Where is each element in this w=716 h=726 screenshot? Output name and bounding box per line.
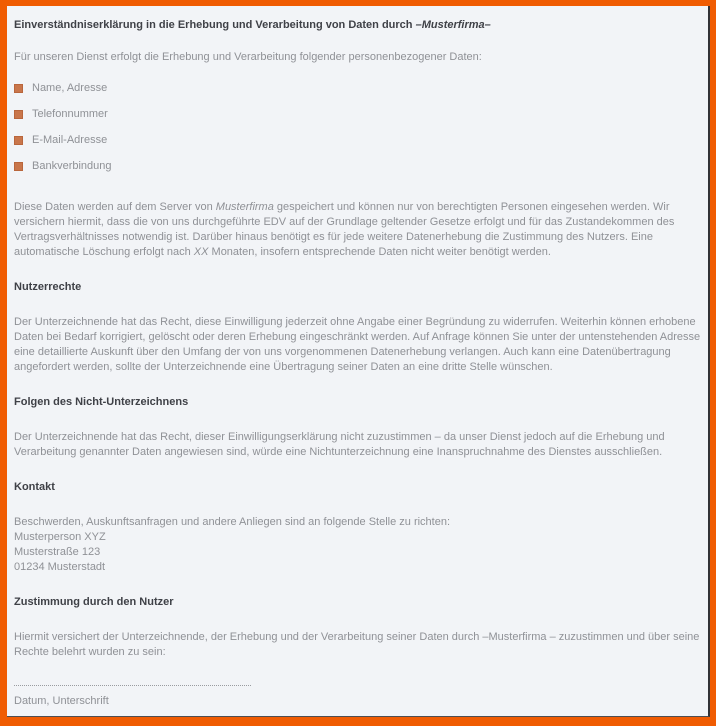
section-heading-kontakt: Kontakt bbox=[14, 481, 55, 493]
list-item-label: E-Mail-Adresse bbox=[32, 134, 108, 146]
list-item bbox=[14, 107, 702, 122]
contact-address-line: Musterstraße 123 bbox=[14, 546, 101, 558]
bullet-square-icon bbox=[14, 136, 23, 145]
list-item-label: Bankverbindung bbox=[32, 160, 112, 172]
document-title-text: Einverständniserklärung in die Erhebung und Verarbeitung von Daten durch bbox=[14, 19, 416, 31]
signature-line bbox=[14, 680, 251, 686]
storage-paragraph-text: gespeichert und können nur von berechtigten Personen eingesehen werden. Wir versichern hiermit, dass die von uns durchgeführte EDV auf der Grundlage geltender Gesetze erfolgt und für das Zustandekommen des Vertragsverhältnisses notwendig ist. Darüber hinaus benötigt es für jede weitere Datenerhebung die Zustimmung des Nutzers. Eine automatische Löschung erfolgt nach bbox=[14, 201, 675, 258]
section-heading-folgen: Folgen des Nicht-Unterzeichnens bbox=[14, 396, 189, 408]
document-sheet bbox=[7, 6, 710, 717]
storage-paragraph-text: Diese Daten werden auf dem Server von bbox=[14, 201, 216, 213]
bullet-square-icon bbox=[14, 110, 23, 119]
contact-block bbox=[14, 515, 702, 575]
company-name: –Musterfirma– bbox=[415, 19, 491, 31]
section-heading-zustimmung: Zustimmung durch den Nutzer bbox=[14, 596, 174, 608]
document-title bbox=[14, 18, 702, 33]
nutzerrechte-paragraph: Der Unterzeichnende hat das Recht, diese Einwilligung jederzeit ohne Angabe einer Begründung zu widerrufen. Weiterhin können erhobene Daten bei Bedarf korrigiert, gelöscht oder deren Erhebung eingeschränkt werden. Auf Anfrage können Sie unter der untenstehenden Adresse eine detaillierte Auskunft über den Umfang der von uns vorgenommenen Datenerhebung verlangen. Auch kann eine Datenübertragung angefordert werden, sollte der Unterzeichnende eine Übertragung seiner Daten an eine dritte Stelle wünschen. bbox=[14, 316, 701, 373]
list-item-label: Telefonnummer bbox=[32, 108, 108, 120]
bullet-square-icon bbox=[14, 84, 23, 93]
contact-address-line: 01234 Musterstadt bbox=[14, 561, 106, 573]
storage-paragraph-text: Monaten, insofern entsprechende Daten nicht weiter benötigt werden. bbox=[208, 246, 551, 258]
company-name: Musterfirma bbox=[215, 201, 274, 213]
folgen-paragraph: Der Unterzeichnende hat das Recht, dieser Einwilligungserklärung nicht zuzustimmen – da unser Dienst jedoch auf die Erhebung und Verarbeitung genannter Daten angewiesen sind, würde eine Nichtunterzeichnung eine Inanspruchnahme des Dienstes ausschließen. bbox=[14, 431, 665, 458]
list-item bbox=[14, 133, 702, 148]
contact-intro-line: Beschwerden, Auskunftsanfragen und andere Anliegen sind an folgende Stelle zu richten: bbox=[14, 516, 451, 528]
intro-paragraph: Für unseren Dienst erfolgt die Erhebung und Verarbeitung folgender personenbezogener Daten: bbox=[14, 51, 482, 63]
contact-address-line: Musterperson XYZ bbox=[14, 531, 106, 543]
zustimmung-paragraph: Hiermit versichert der Unterzeichnende, der Erhebung und der Verarbeitung seiner Daten durch –Musterfirma – zuzustimmen und über seine Rechte belehrt wurden zu sein: bbox=[14, 631, 700, 658]
personal-data-list bbox=[14, 81, 702, 174]
signature-block bbox=[14, 680, 702, 709]
list-item bbox=[14, 81, 702, 96]
section-heading-nutzerrechte: Nutzerrechte bbox=[14, 281, 82, 293]
bullet-square-icon bbox=[14, 162, 23, 171]
list-item bbox=[14, 159, 702, 174]
list-item-label: Name, Adresse bbox=[32, 82, 108, 94]
storage-paragraph bbox=[14, 200, 702, 260]
signature-caption: Datum, Unterschrift bbox=[14, 695, 109, 707]
months-placeholder: XX bbox=[193, 246, 209, 258]
